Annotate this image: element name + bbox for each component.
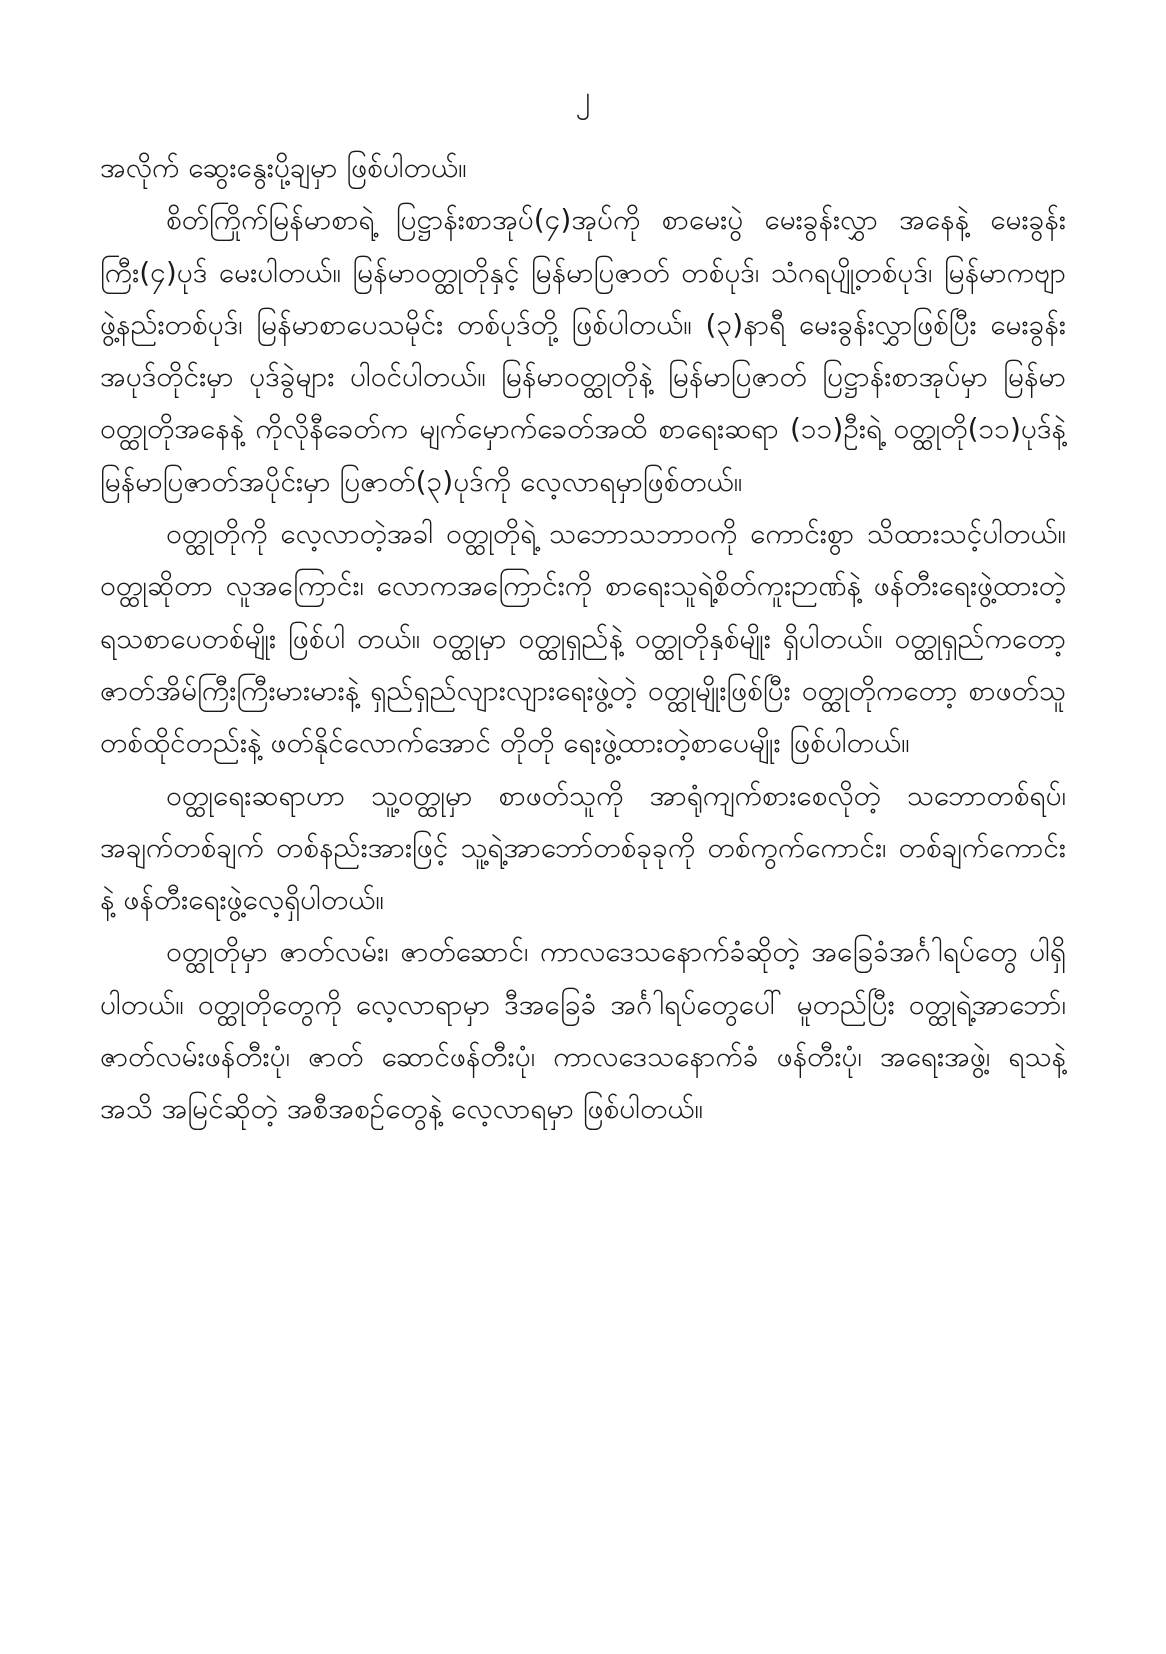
paragraph-story-elements: ဝတ္ထုတိုမှာ ဇာတ်လမ်း၊ ဇာတ်ဆောင်၊ ကာလဒေသနောက်ခံဆိုတဲ့ အခြေခံအင်္ဂါရပ်တွေ ပါရှိပါတယ်။ ဝတ္ထုတိုတွေကို လေ့လာရာမှာ ဒီအခြေခံ အင်္ဂါရပ်တွေပေါ် မူတည်ပြီး ဝတ္ထုရဲ့အာဘော်၊ ဇာတ်လမ်းဖန်တီးပုံ၊ ဇာတ် ဆောင်ဖန်တီးပုံ၊ ကာလဒေသနောက်ခံ ဖန်တီးပုံ၊ အရေးအဖွဲ့၊ ရသနဲ့ အသိ အမြင်ဆိုတဲ့ အစီအစဉ်တွေနဲ့ လေ့လာရမှာ ဖြစ်ပါတယ်။ [100, 935, 1066, 1126]
paragraph-short-story-nature: ဝတ္ထုတိုကို လေ့လာတဲ့အခါ ဝတ္ထုတိုရဲ့ သဘောသဘာဝကို ကောင်းစွာ သိထားသင့်ပါတယ်။ ဝတ္ထုဆိုတာ လူအကြောင်း၊ လောကအကြောင်းကို စာရေးသူရဲ့စိတ်ကူးဉာဏ်နဲ့ ဖန်တီးရေးဖွဲ့ထားတဲ့ ရသစာပေတစ်မျိုး ဖြစ်ပါ တယ်။ ဝတ္ထုမှာ ဝတ္ထုရှည်နဲ့ ဝတ္ထုတိုနှစ်မျိုး ရှိပါတယ်။ ဝတ္ထုရှည်ကတော့ ဇာတ်အိမ်ကြီးကြီးမားမားနဲ့ ရှည်ရှည်လျားလျားရေးဖွဲ့တဲ့ ဝတ္ထုမျိုးဖြစ်ပြီး ဝတ္ထုတိုကတော့ စာဖတ်သူ တစ်ထိုင်တည်းနဲ့ ဖတ်နိုင်လောက်အောင် တိုတို ရေးဖွဲ့ထားတဲ့စာပေမျိုး ဖြစ်ပါတယ်။ [100, 517, 1066, 760]
body-text [100, 142, 1066, 1136]
paragraph-continuation: အလိုက် ဆွေးနွေးပို့ချမှာ ဖြစ်ပါတယ်။ [100, 151, 467, 184]
paragraph-exam-overview: စိတ်ကြိုက်မြန်မာစာရဲ့ ပြဋ္ဌာန်းစာအုပ်(၄)အုပ်ကို စာမေးပွဲ မေးခွန်းလွှာ အနေနဲ့ မေးခွန်းကြီး(၄)ပုဒ် မေးပါတယ်။ မြန်မာဝတ္ထုတိုနှင့် မြန်မာပြဇာတ် တစ်ပုဒ်၊ သံဂရပျို့တစ်ပုဒ်၊ မြန်မာကဗျာဖွဲ့နည်းတစ်ပုဒ်၊ မြန်မာစာပေသမိုင်း တစ်ပုဒ်တို့ ဖြစ်ပါတယ်။ (၃)နာရီ မေးခွန်းလွှာဖြစ်ပြီး မေးခွန်းအပုဒ်တိုင်းမှာ ပုဒ်ခွဲများ ပါဝင်ပါတယ်။ မြန်မာဝတ္ထုတိုနဲ့ မြန်မာပြဇာတ် ပြဋ္ဌာန်းစာအုပ်မှာ မြန်မာဝတ္ထုတိုအနေနဲ့ ကိုလိုနီခေတ်က မျက်မှောက်ခေတ်အထိ စာရေးဆရာ (၁၁)ဦးရဲ့ ဝတ္ထုတို(၁၁)ပုဒ်နဲ့ မြန်မာပြဇာတ်အပိုင်းမှာ ပြဇာတ်(၃)ပုဒ်ကို လေ့လာရမှာဖြစ်တယ်။ [100, 203, 1066, 498]
page-number: ၂ [575, 80, 591, 115]
paragraph-writer-intent: ဝတ္ထုရေးဆရာဟာ သူ့ဝတ္ထုမှာ စာဖတ်သူကို အာရုံကျက်စားစေလိုတဲ့ သဘောတစ်ရပ်၊ အချက်တစ်ချက် တစ်နည်းအားဖြင့် သူ့ရဲ့အာဘော်တစ်ခုခုကို တစ်ကွက်ကောင်း၊ တစ်ချက်ကောင်းနဲ့ ဖန်တီးရေးဖွဲ့လေ့ရှိပါတယ်။ [100, 778, 1066, 917]
